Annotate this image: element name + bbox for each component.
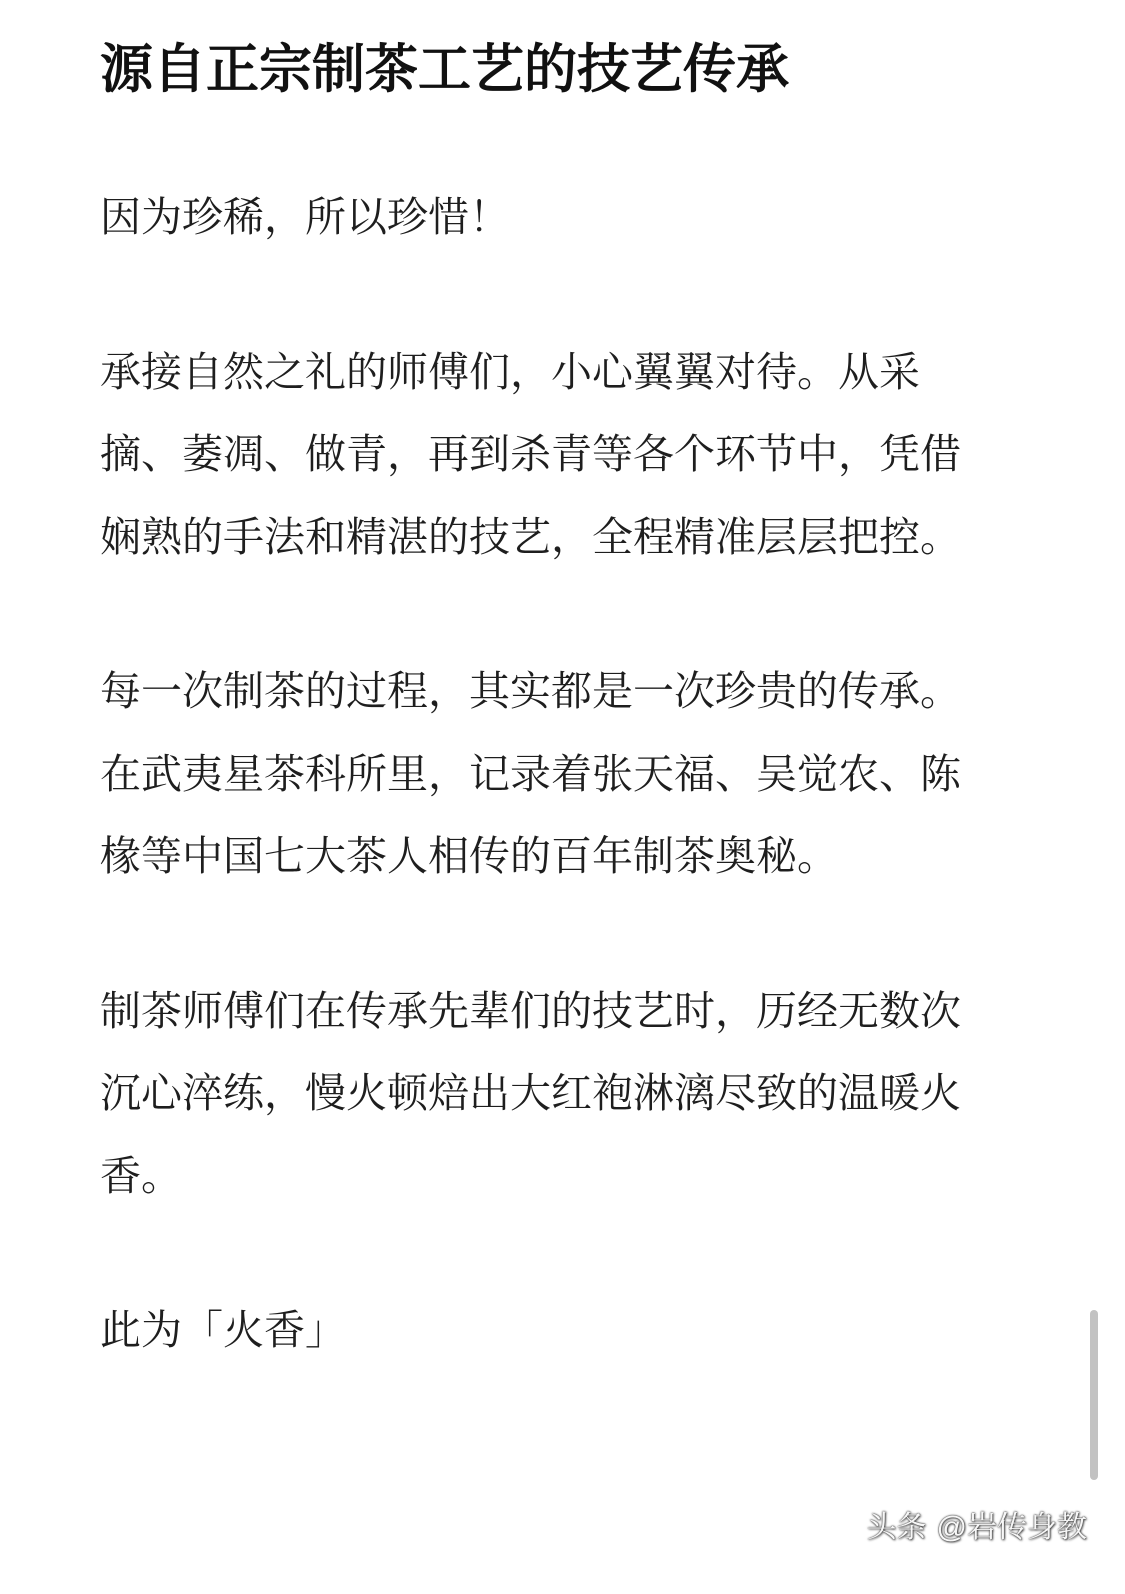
paragraph-line: 制茶师傅们在传承先辈们的技艺时，历经无数次	[100, 987, 961, 1034]
paragraph-line: 此为「火香」	[100, 1307, 346, 1353]
scrollbar-thumb[interactable]	[1090, 1310, 1098, 1480]
article-paragraph	[100, 650, 1000, 898]
paragraph-line: 椽等中国七大茶人相传的百年制茶奥秘。	[100, 833, 838, 879]
watermark	[867, 1508, 1087, 1548]
paragraph-line: 在武夷星茶科所里，记录着张天福、吴觉农、陈	[100, 750, 961, 797]
paragraph-line: 因为珍稀，所以珍惜！	[100, 194, 510, 240]
article-paragraph	[100, 176, 1000, 259]
watermark-author: @岩传身教	[936, 1511, 1087, 1544]
paragraph-line: 沉心淬练，慢火顿焙出大红袍淋漓尽致的温暖火	[100, 1070, 961, 1116]
paragraph-line: 娴熟的手法和精湛的技艺，全程精准层层把控。	[100, 513, 961, 560]
article-title: 源自正宗制茶工艺的技艺传承	[100, 40, 789, 99]
paragraph-line: 每一次制茶的过程，其实都是一次珍贵的传承。	[100, 668, 961, 714]
article-body	[100, 38, 1000, 1444]
watermark-platform: 头条	[866, 1511, 927, 1544]
paragraph-line: 承接自然之礼的师傅们，小心翼翼对待。从采	[100, 348, 920, 395]
article-paragraph	[100, 1289, 1000, 1372]
article-paragraph	[100, 970, 1000, 1218]
paragraph-line: 香。	[100, 1152, 182, 1199]
scrollbar-track[interactable]	[1090, 0, 1098, 1594]
paragraph-line: 摘、萎凋、做青，再到杀青等各个环节中，凭借	[100, 431, 961, 477]
article-paragraph	[100, 331, 1000, 579]
